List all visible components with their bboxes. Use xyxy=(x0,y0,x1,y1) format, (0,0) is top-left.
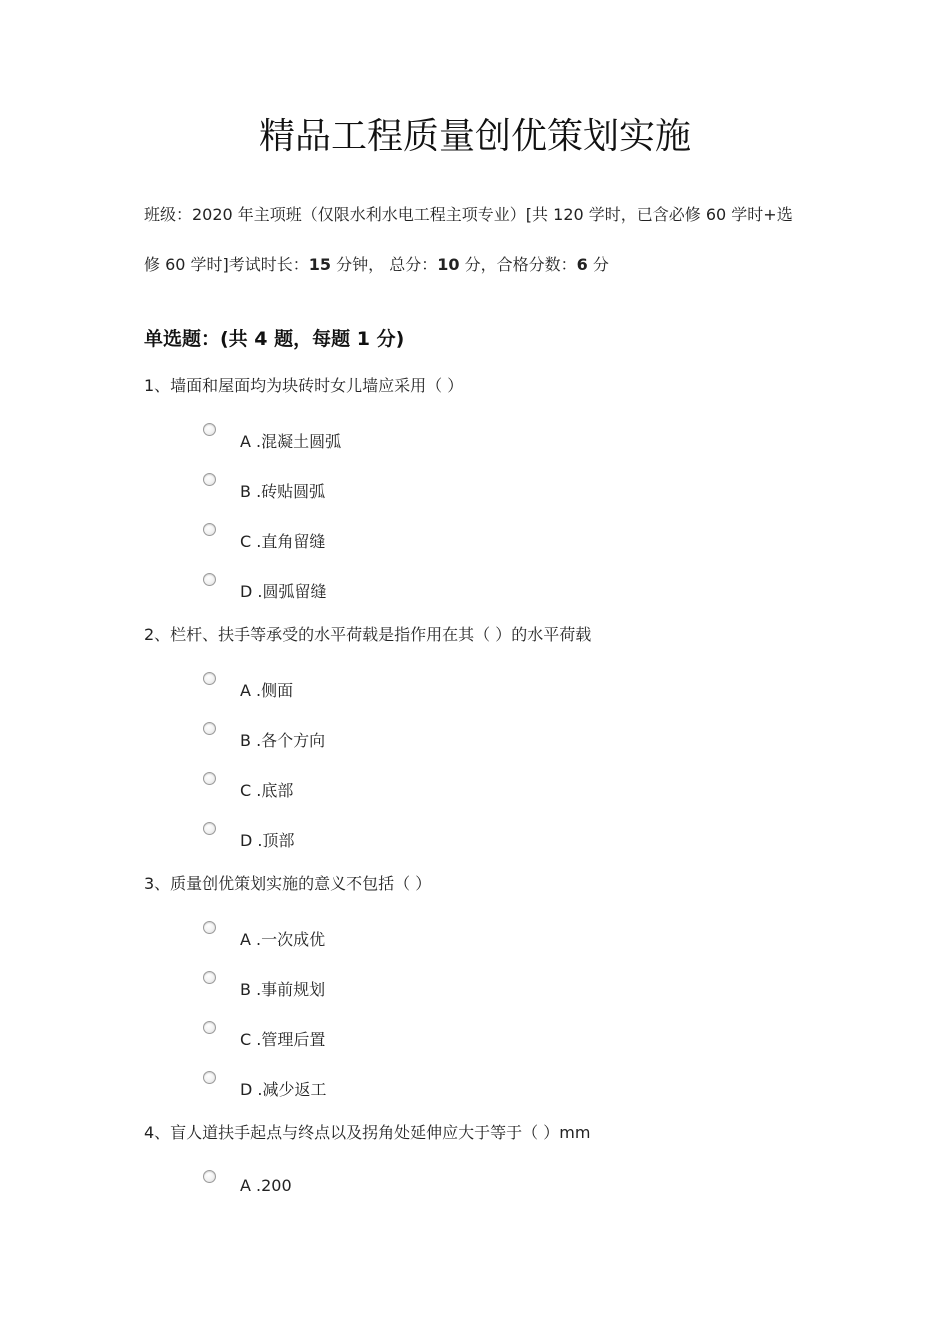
option-label: A .侧面 xyxy=(240,681,294,700)
q1-option-c[interactable] xyxy=(203,523,326,551)
option-label: D .圆弧留缝 xyxy=(240,582,327,601)
q1-option-b[interactable] xyxy=(203,473,326,501)
option-label: C .直角留缝 xyxy=(240,532,326,551)
exam-pass-score: 6 xyxy=(576,255,588,274)
option-label: B .砖贴圆弧 xyxy=(240,482,326,501)
q3-option-b[interactable] xyxy=(203,971,326,999)
radio-button-icon[interactable] xyxy=(203,722,216,735)
class-info: 班级：2020 年主项班（仅限水利水电工程主项专业）[共 120 学时，已含必修 60 学时+选 xyxy=(144,205,793,224)
option-label: B .各个方向 xyxy=(240,731,326,750)
q1-option-a[interactable] xyxy=(203,423,342,451)
radio-button-icon[interactable] xyxy=(203,672,216,685)
page-title: 精品工程质量创优策划实施 xyxy=(258,116,691,157)
option-label: D .减少返工 xyxy=(240,1080,327,1099)
question-1-text: 1、墙面和屋面均为块砖时女儿墙应采用（ ） xyxy=(144,376,464,395)
exam-duration-unit: 分钟， 总分： xyxy=(331,255,438,274)
option-label: B .事前规划 xyxy=(240,980,326,999)
radio-button-icon[interactable] xyxy=(203,1071,216,1084)
question-2-text: 2、栏杆、扶手等承受的水平荷载是指作用在其（ ）的水平荷载 xyxy=(144,625,592,644)
radio-button-icon[interactable] xyxy=(203,971,216,984)
q3-option-a[interactable] xyxy=(203,921,326,949)
radio-button-icon[interactable] xyxy=(203,523,216,536)
option-label: A .混凝土圆弧 xyxy=(240,432,342,451)
radio-button-icon[interactable] xyxy=(203,473,216,486)
radio-button-icon[interactable] xyxy=(203,1170,216,1183)
q2-option-a[interactable] xyxy=(203,672,294,700)
radio-button-icon[interactable] xyxy=(203,822,216,835)
exam-info xyxy=(144,252,824,275)
option-label: A .200 xyxy=(240,1176,292,1195)
radio-button-icon[interactable] xyxy=(203,772,216,785)
radio-button-icon[interactable] xyxy=(203,423,216,436)
option-label: C .底部 xyxy=(240,781,294,800)
exam-info-prefix: 修 60 学时]考试时长： xyxy=(144,255,309,274)
section-heading: 单选题：(共 4 题，每题 1 分) xyxy=(144,328,405,350)
exam-total-score: 10 xyxy=(437,255,460,274)
q4-option-a[interactable] xyxy=(203,1170,292,1194)
option-label: C .管理后置 xyxy=(240,1030,326,1049)
q2-option-c[interactable] xyxy=(203,772,294,800)
q3-option-d[interactable] xyxy=(203,1071,327,1099)
q2-option-d[interactable] xyxy=(203,822,295,850)
q3-option-c[interactable] xyxy=(203,1021,326,1049)
radio-button-icon[interactable] xyxy=(203,573,216,586)
question-3-text: 3、质量创优策划实施的意义不包括（ ） xyxy=(144,874,432,893)
option-label: D .顶部 xyxy=(240,831,295,850)
question-4-text: 4、盲人道扶手起点与终点以及拐角处延伸应大于等于（ ）mm xyxy=(144,1123,591,1142)
q1-option-d[interactable] xyxy=(203,573,327,601)
exam-total-unit: 分，合格分数： xyxy=(459,255,577,274)
option-label: A .一次成优 xyxy=(240,930,326,949)
radio-button-icon[interactable] xyxy=(203,1021,216,1034)
radio-button-icon[interactable] xyxy=(203,921,216,934)
exam-duration: 15 xyxy=(308,255,332,274)
q2-option-b[interactable] xyxy=(203,722,326,750)
exam-pass-unit: 分 xyxy=(587,255,609,274)
